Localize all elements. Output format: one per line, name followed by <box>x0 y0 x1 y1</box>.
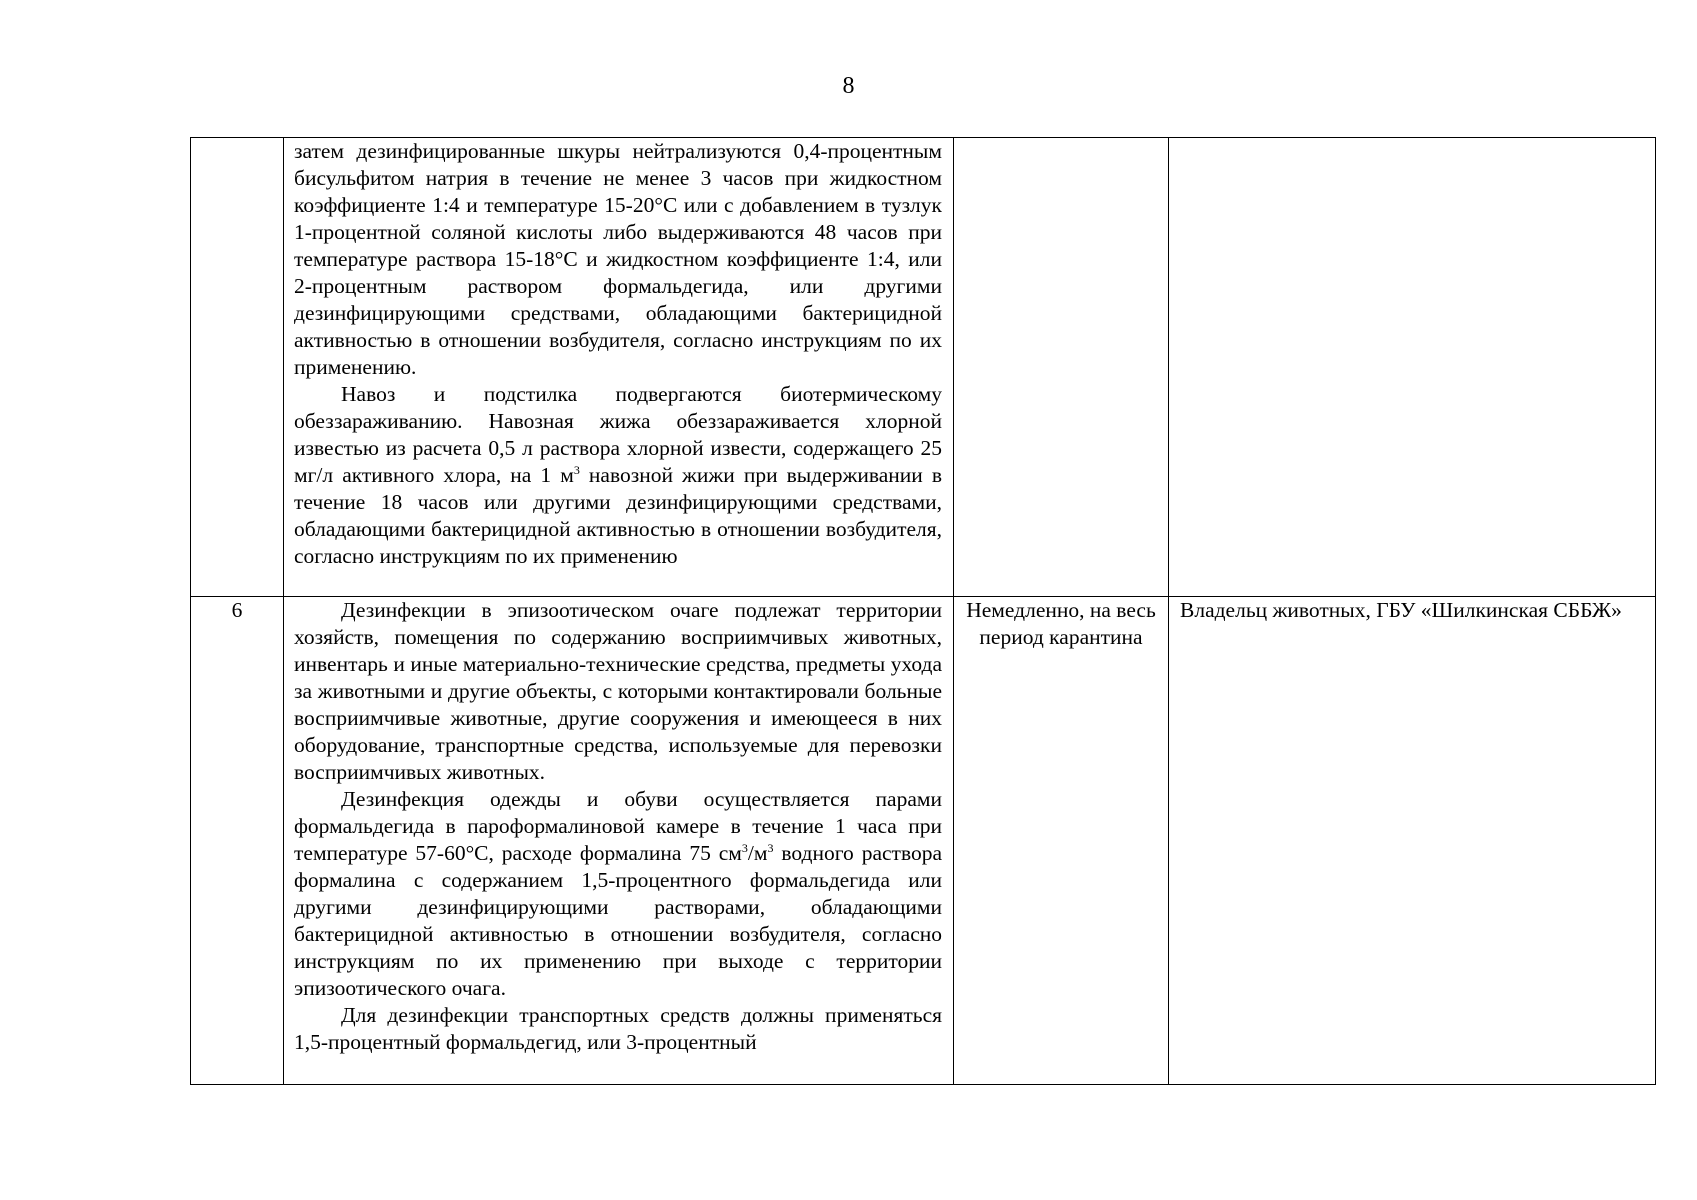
paragraph: затем дезинфицированные шкуры нейтрализуются 0,4-процентным бисульфитом натрия в течение не менее 3 часов при жидкостном коэффициенте 1:4 и температуре 15-20°С или с добавлением в тузлук 1-процентной соляной кислоты либо выдерживаются 48 часов при температуре раствора 15-18°С и жидкостном коэффициенте 1:4, или 2-процентным раствором формальдегида, или другими дезинфицирующими средствами, обладающими бактерицидной активностью в отношении возбудителя, согласно инструкциям по их применению. <box>294 139 942 379</box>
measures-table <box>190 137 1656 1085</box>
paragraph: Навоз и подстилка подвергаются биотермическому обеззараживанию. Навозная жижа обеззараживается хлорной известью из расчета 0,5 л раствора хлорной извести, содержащего 25 мг/л активного хлора, на 1 $м^3$ навозной жижи при выдерживании в течение 18 часов или другими дезинфицирующими средствами, обладающими бактерицидной активностью в отношении возбудителя, согласно инструкциям по их применению <box>294 382 942 568</box>
paragraph: Для дезинфекции транспортных средств должны применяться 1,5-процентный формальдегид, или 3-процентный <box>294 1003 942 1054</box>
responsible-cell: Владельц животных, ГБУ «Шилкинская СББЖ» <box>1169 597 1656 1085</box>
measure-description <box>284 597 954 1085</box>
measure-description <box>284 138 954 597</box>
paragraph: Дезинфекции в эпизоотическом очаге подлежат территории хозяйств, помещения по содержанию восприимчивых животных, инвентарь и иные материально-технические средства, предметы ухода за животными и другие объекты, с которыми контактировали больные восприимчивые животные, другие сооружения и имеющееся в них оборудование, транспортные средства, используемые для перевозки восприимчивых животных. <box>294 598 942 784</box>
responsible-cell <box>1169 138 1656 597</box>
paragraph: Дезинфекция одежды и обуви осуществляется парами формальдегида в пароформалиновой камере в течение 1 часа при температуре 57-60°С, расходе формалина 75 $см^3/м^3$ водного раствора формалина с содержанием 1,5-процентного формальдегида или другими дезинфицирующими растворами, обладающими бактерицидной активностью в отношении возбудителя, согласно инструкциям по их применению при выходе с территории эпизоотического очага. <box>294 787 942 1000</box>
page-number: 8 <box>842 73 855 99</box>
term-cell: Немедленно, на весь период карантина <box>954 597 1169 1085</box>
row-number <box>191 138 284 597</box>
table-row <box>191 597 1656 1085</box>
term-cell <box>954 138 1169 597</box>
row-number: 6 <box>191 597 284 1085</box>
table-row <box>191 138 1656 597</box>
